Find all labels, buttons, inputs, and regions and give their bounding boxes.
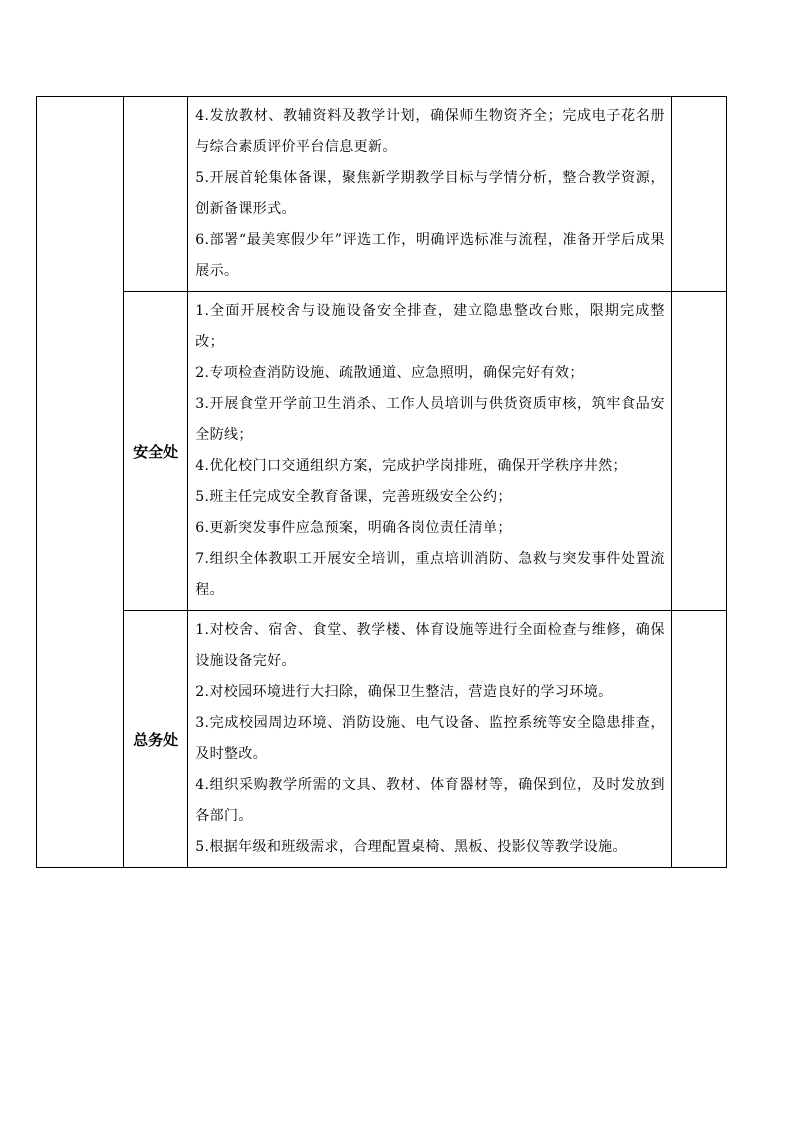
work-plan-table [36, 96, 727, 868]
list-item: 3.完成校园周边环境、消防设施、电气设备、监控系统等安全隐患排查，及时整改。 [195, 715, 665, 762]
remark-cell [671, 292, 726, 611]
list-item: 2.对校园环境进行大扫除，确保卫生整洁，营造良好的学习环境。 [195, 684, 613, 700]
list-item: 6.更新突发事件应急预案，明确各岗位责任清单； [195, 520, 512, 536]
content-cell [188, 611, 672, 868]
list-item: 3.开展食堂开学前卫生消杀、工作人员培训与供货资质审核，筑牢食品安全防线； [195, 396, 665, 443]
table-row-teaching [37, 97, 727, 292]
remark-cell [671, 611, 726, 868]
dept-cell [124, 97, 188, 292]
list-item: 5.班主任完成安全教育备课，完善班级安全公约； [195, 489, 512, 505]
dept-cell-general-affairs: 总务处 [124, 611, 188, 868]
remark-cell [671, 97, 726, 292]
table-row-safety [37, 292, 727, 611]
list-item: 4.组织采购教学所需的文具、教材、体育器材等，确保到位，及时发放到各部门。 [195, 777, 665, 824]
list-item: 5.开展首轮集体备课，聚焦新学期教学目标与学情分析，整合教学资源，创新备课形式。 [195, 170, 665, 217]
dept-cell-safety: 安全处 [124, 292, 188, 611]
table-row-general-affairs [37, 611, 727, 868]
list-item: 5.根据年级和班级需求，合理配置桌椅、黑板、投影仪等教学设施。 [195, 839, 627, 855]
list-item: 2.专项检查消防设施、疏散通道、应急照明，确保完好有效； [195, 365, 584, 381]
list-item: 4.优化校门口交通组织方案，完成护学岗排班，确保开学秩序井然； [195, 458, 627, 474]
list-item: 1.对校舍、宿舍、食堂、教学楼、体育设施等进行全面检查与维修，确保设施设备完好。 [195, 622, 665, 669]
list-item: 1.全面开展校舍与设施设备安全排查，建立隐患整改台账，限期完成整改； [195, 303, 665, 350]
list-item: 6.部署“最美寒假少年”评选工作，明确评选标准与流程，准备开学后成果展示。 [195, 232, 665, 279]
content-cell [188, 292, 672, 611]
list-item: 7.组织全体教职工开展安全培训，重点培训消防、急救与突发事件处置流程。 [195, 551, 665, 598]
list-item: 4.发放教材、教辅资料及教学计划，确保师生物资齐全；完成电子花名册与综合素质评价平台信息更新。 [195, 108, 665, 155]
merged-category-cell [37, 97, 124, 868]
content-cell [188, 97, 672, 292]
